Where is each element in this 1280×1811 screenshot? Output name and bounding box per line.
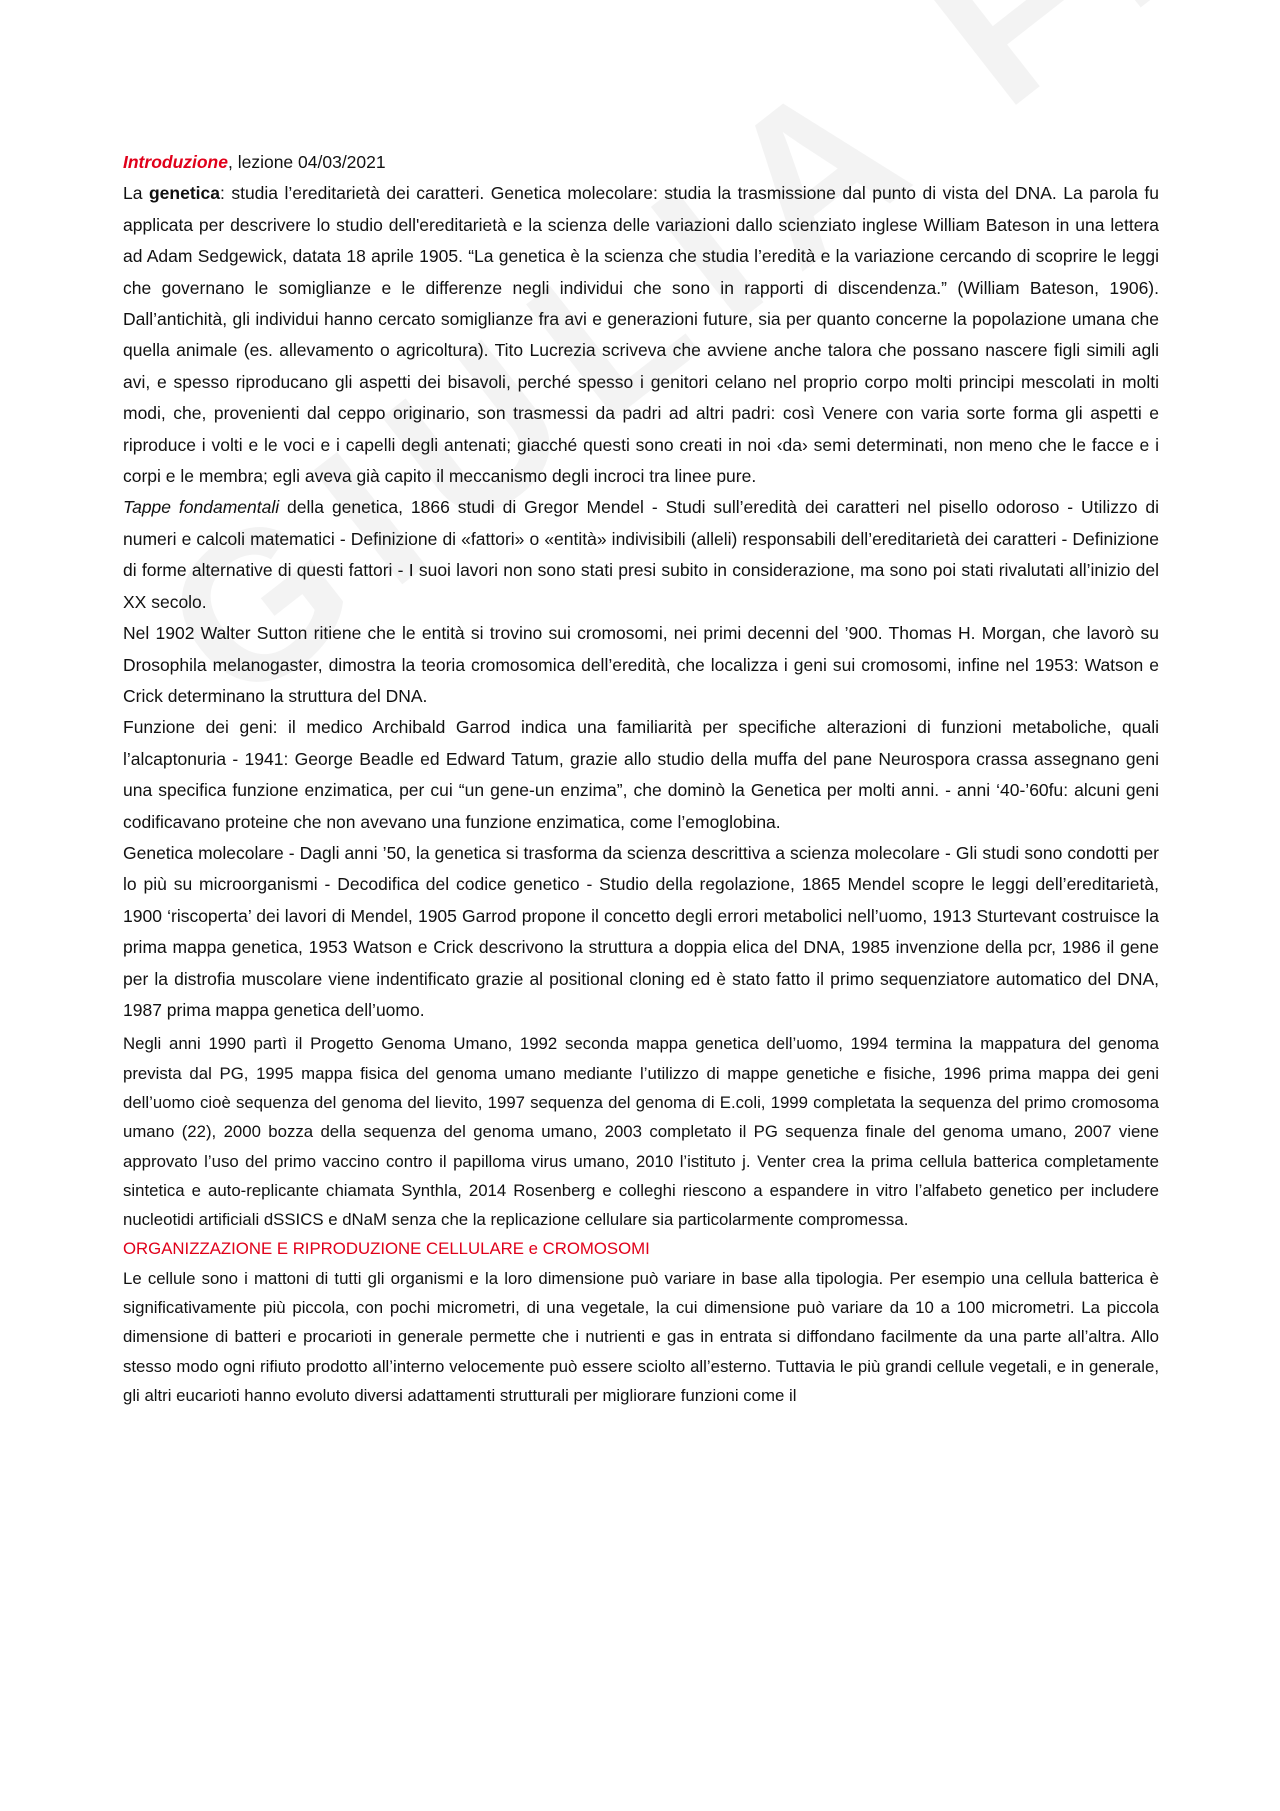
paragraph-5: Genetica molecolare - Dagli anni ’50, la genetica si trasforma da scienza descrittiva a scienza molecolare - Gli studi sono condotti per lo più su microorganismi - Decodifica del codice genetico - Studio della regolazione, 1865 Mendel scopre le leggi dell’ereditarietà, 1900 ‘riscoperta’ dei lavori di Mendel, 1905 Garrod propone il concetto degli errori metabolici nell’uomo, 1913 Sturtevant costruisce la prima mappa genetica, 1953 Watson e Crick descrivono la struttura a doppia elica del DNA, 1985 invenzione della pcr, 1986 il gene per la distrofia muscolare viene indentificato grazie al positional cloning ed è stato fatto il primo sequenziatore automatico del DNA, 1987 prima mappa genetica dell’uomo. [123,842,1159,1020]
paragraph-3: Nel 1902 Walter Sutton ritiene che le entità si trovino sui cromosomi, nei primi decenni del ’900. Thomas H. Morgan, che lavorò su Drosophila melanogaster, dimostra la teoria cromosomica dell’eredità, che localizza i geni sui cromosomi, infine nel 1953: Watson e Crick determinano la struttura del DNA. [123,623,1159,706]
title-line [123,147,1159,178]
title-word: Introduzione [123,152,228,172]
p2-italic: Tappe fondamentali [123,497,280,518]
section-intro [123,147,1159,1026]
section-heading: ORGANIZZAZIONE E RIPRODUZIONE CELLULARE e CROMOSOMI [123,1239,650,1259]
paragraph-4: Funzione dei geni: il medico Archibald Garrod indica una familiarità per specifiche alterazioni di funzioni metaboliche, quali l’alcaptonuria - 1941: George Beadle ed Edward Tatum, grazie allo studio della muffa del pane Neurospora crassa assegnano geni una specifica funzione enzimatica, per cui “un gene-un enzima”, che dominò la Genetica per molti anni. - anni ‘40-’60fu: alcuni geni codificavano proteine che non avevano una funzione enzimatica, come l’emoglobina. [123,717,1159,832]
section-timeline [123,1029,1159,1410]
p2-text: della genetica, 1866 studi di Gregor Mendel - Studi sull’eredità dei caratteri nel pisello odoroso - Utilizzo di numeri e calcoli matematici - Definizione di «fattori» o «entità» indivisibili (alleli) responsabili dell’ereditarietà dei caratteri - Definizione di forme alternative di questi fattori - I suoi lavori non sono stati presi subito in considerazione, ma sono poi stati rivalutati all’inizio del XX secolo. [123,497,1159,612]
p1-text: : studia l’ereditarietà dei caratteri. Genetica molecolare: studia la trasmissione dal punto di vista del DNA. La parola fu applicata per descrivere lo studio dell'ereditarietà e la scienza delle variazioni dallo scienziato inglese William Bateson in una lettera ad Adam Sedgewick, datata 18 aprile 1905. “La genetica è la scienza che studia l’eredità e la variazione cercando di scoprire le leggi che governano le somiglianze e le differenze negli individui che sono in rapporti di discendenza.” (William Bateson, 1906). Dall’antichità, gli individui hanno cercato somiglianze fra avi e generazioni future, sia per quanto concerne la popolazione umana che quella animale (es. allevamento o agricoltura). Tito Lucrezia scriveva che avviene anche talora che possano nascere figli simili agli avi, e spesso riproducano gli aspetti dei bisavoli, perché spesso i genitori celano nel proprio corpo molti principi mescolati in molti modi, che, provenienti dal ceppo originario, son trasmessi da padri ad altri padri: così Venere con varia sorte forma gli aspetti e riproduce i volti e le voci e i capelli degli antenati; giacché questi sono creati in noi ‹da› semi determinati, non meno che le facce e i corpi e le membra; egli aveva già capito il meccanismo degli incroci tra linee pure. [123,183,1159,487]
paragraph-1 [123,178,1159,492]
paragraph-7: Le cellule sono i mattoni di tutti gli organismi e la loro dimensione può variare in base alla tipologia. Per esempio una cellula batterica è significativamente più piccola, con pochi micrometri, di una vegetale, la cui dimensione può variare da 10 a 100 micrometri. La piccola dimensione di batteri e procarioti in generale permette che i nutrienti e gas in entrata si diffondano facilmente da una parte all’altra. Allo stesso modo ogni rifiuto prodotto all’interno velocemente può essere sciolto all’esterno. Tuttavia le più grandi cellule vegetali, e in generale, gli altri eucarioti hanno evoluto diversi adattamenti strutturali per migliorare funzioni come il [123,1268,1159,1405]
p1-bold: genetica [148,183,220,204]
p1-pre: La [123,183,149,204]
document-body [123,147,1159,1410]
paragraph-2 [123,492,1159,618]
paragraph-6: Negli anni 1990 partì il Progetto Genoma Umano, 1992 seconda mappa genetica dell’uomo, 1994 termina la mappatura del genoma prevista dal PG, 1995 mappa fisica del genoma umano mediante l’utilizzo di mappe genetiche e fisiche, 1996 prima mappa dei geni dell’uomo cioè sequenza del genoma del lievito, 1997 sequenza del genoma di E.coli, 1999 completata la sequenza del primo cromosoma umano (22), 2000 bozza della sequenza del genoma umano, 2003 completato il PG sequenza finale del genoma umano, 2007 viene approvato l’uso del primo vaccino contro il papilloma virus umano, 2010 l’istituto j. Venter crea la prima cellula batterica completamente sintetica e auto-replicante chiamata Synthla, 2014 Rosenberg e colleghi riescono a espandere in vitro l’alfabeto genetico per includere nucleotidi artificiali dSSICS e dNaM senza che la replicazione cellulare sia particolarmente compromessa. [123,1034,1159,1230]
title-date: , lezione 04/03/2021 [227,152,386,172]
